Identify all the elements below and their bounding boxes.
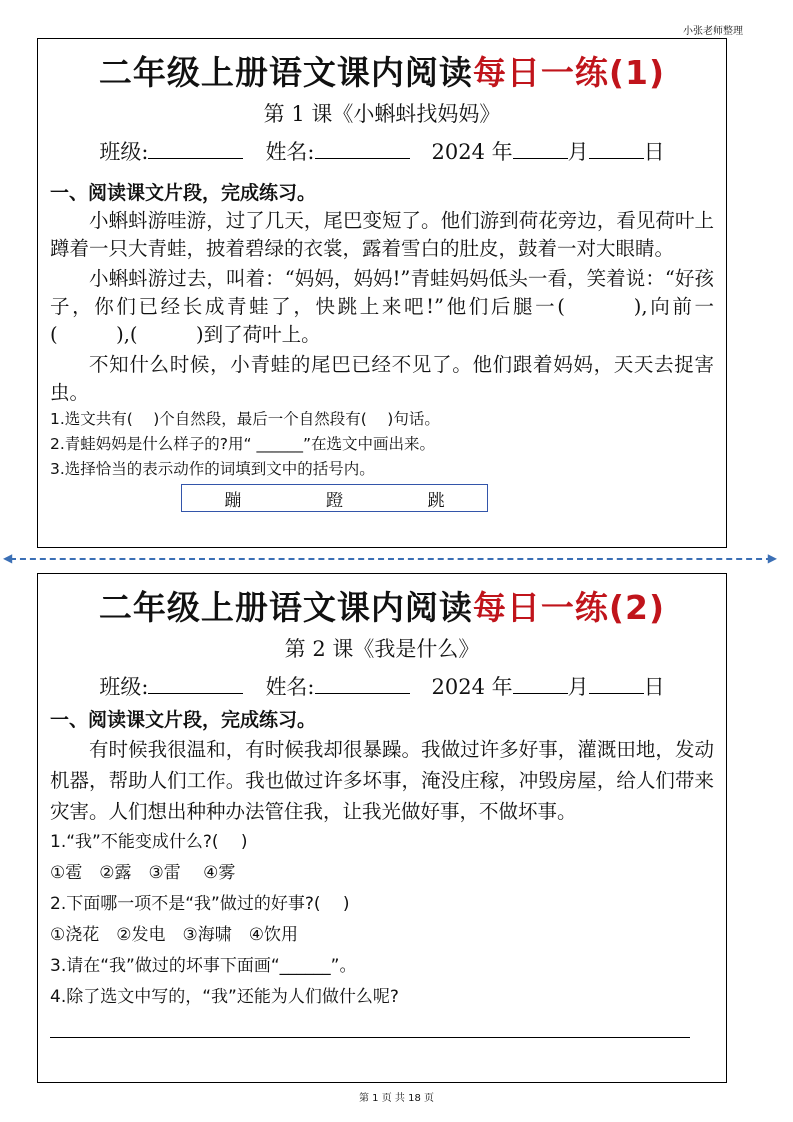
question-1-options: ①雹 ②露 ③雷 ④雾 [50, 863, 236, 883]
class-blank[interactable] [148, 158, 243, 159]
title-main: 二年级上册语文课内阅读 [98, 53, 473, 92]
passage-paragraph-2: 小蝌蚪游过去，叫着：“妈妈，妈妈!”青蛙妈妈低头一看，笑着说：“好孩子，你们已经长成青蛙了，快跳上来吧!”他们后腿一( ),向前一( ),( )到了荷叶上。 [50, 267, 714, 346]
question-3: 3.请在“我”做过的坏事下面画“______”。 [50, 956, 357, 976]
class-label: 班级: [99, 675, 149, 699]
month-label: 月 [567, 675, 589, 699]
word-bank [181, 484, 488, 512]
month-label: 月 [567, 140, 589, 164]
day-blank[interactable] [589, 158, 644, 159]
page-footer: 第 1 页 共 18 页 [359, 1093, 434, 1104]
section-divider [10, 558, 772, 560]
month-blank[interactable] [513, 158, 568, 159]
word-option: 跳 [427, 490, 445, 511]
question-2: 2.下面哪一项不是“我”做过的好事?( ) [50, 894, 350, 914]
section-heading: 一、阅读课文片段，完成练习。 [50, 709, 317, 731]
name-label: 姓名: [265, 675, 315, 699]
name-blank[interactable] [315, 693, 410, 694]
month-blank[interactable] [513, 693, 568, 694]
exercise-card-2 [37, 573, 727, 1083]
day-blank[interactable] [589, 693, 644, 694]
answer-line[interactable] [50, 1037, 690, 1038]
passage-paragraph-1: 小蝌蚪游哇游，过了几天，尾巴变短了。他们游到荷花旁边，看见荷叶上蹲着一只大青蛙，披着碧绿的衣裳，露着雪白的肚皮，鼓着一对大眼睛。 [50, 209, 714, 260]
info-line [38, 671, 726, 701]
word-option: 蹬 [325, 490, 343, 511]
header-note: 小张老师整理 [683, 26, 743, 37]
passage-paragraph-3: 不知什么时候，小青蛙的尾巴已经不见了。他们跟着妈妈，天天去捉害虫。 [50, 353, 714, 404]
year-label: 2024 年 [431, 140, 513, 164]
title-red: 每日一练(2) [472, 588, 666, 627]
question-4: 4.除了选文中写的，“我”还能为人们做什么呢? [50, 987, 399, 1007]
question-1: 1.“我”不能变成什么?( ) [50, 832, 248, 852]
year-label: 2024 年 [431, 675, 513, 699]
info-line [38, 136, 726, 166]
day-label: 日 [643, 140, 665, 164]
arrow-right-icon: ▶ [767, 551, 777, 565]
name-blank[interactable] [315, 158, 410, 159]
question-3: 3.选择恰当的表示动作的词填到文中的括号内。 [50, 460, 375, 478]
title-main: 二年级上册语文课内阅读 [98, 588, 473, 627]
passage-paragraph-1: 有时候我很温和，有时候我却很暴躁。我做过许多好事，灌溉田地，发动机器，帮助人们工作。我也做过许多坏事，淹没庄稼，冲毁房屋，给人们带来灾害。人们想出种种办法管住我，让我光做好事，不做坏事。 [50, 738, 714, 823]
exercise-card-1 [37, 38, 727, 548]
word-option: 蹦 [224, 490, 242, 511]
name-label: 姓名: [265, 140, 315, 164]
title-red: 每日一练(1) [472, 53, 666, 92]
question-2: 2.青蛙妈妈是什么样子的?用“ ______”在选文中画出来。 [50, 435, 436, 453]
question-1: 1.选文共有( )个自然段，最后一个自然段有( )句话。 [50, 410, 440, 428]
class-blank[interactable] [148, 693, 243, 694]
day-label: 日 [643, 675, 665, 699]
lesson-title: 第 1 课《小蝌蚪找妈妈》 [263, 102, 501, 126]
arrow-left-icon: ◀ [3, 551, 13, 565]
question-2-options: ①浇花 ②发电 ③海啸 ④饮用 [50, 925, 298, 945]
section-heading: 一、阅读课文片段，完成练习。 [50, 182, 317, 204]
exercise-title [38, 47, 726, 94]
class-label: 班级: [99, 140, 149, 164]
lesson-title: 第 2 课《我是什么》 [284, 637, 480, 661]
exercise-title [38, 582, 726, 629]
